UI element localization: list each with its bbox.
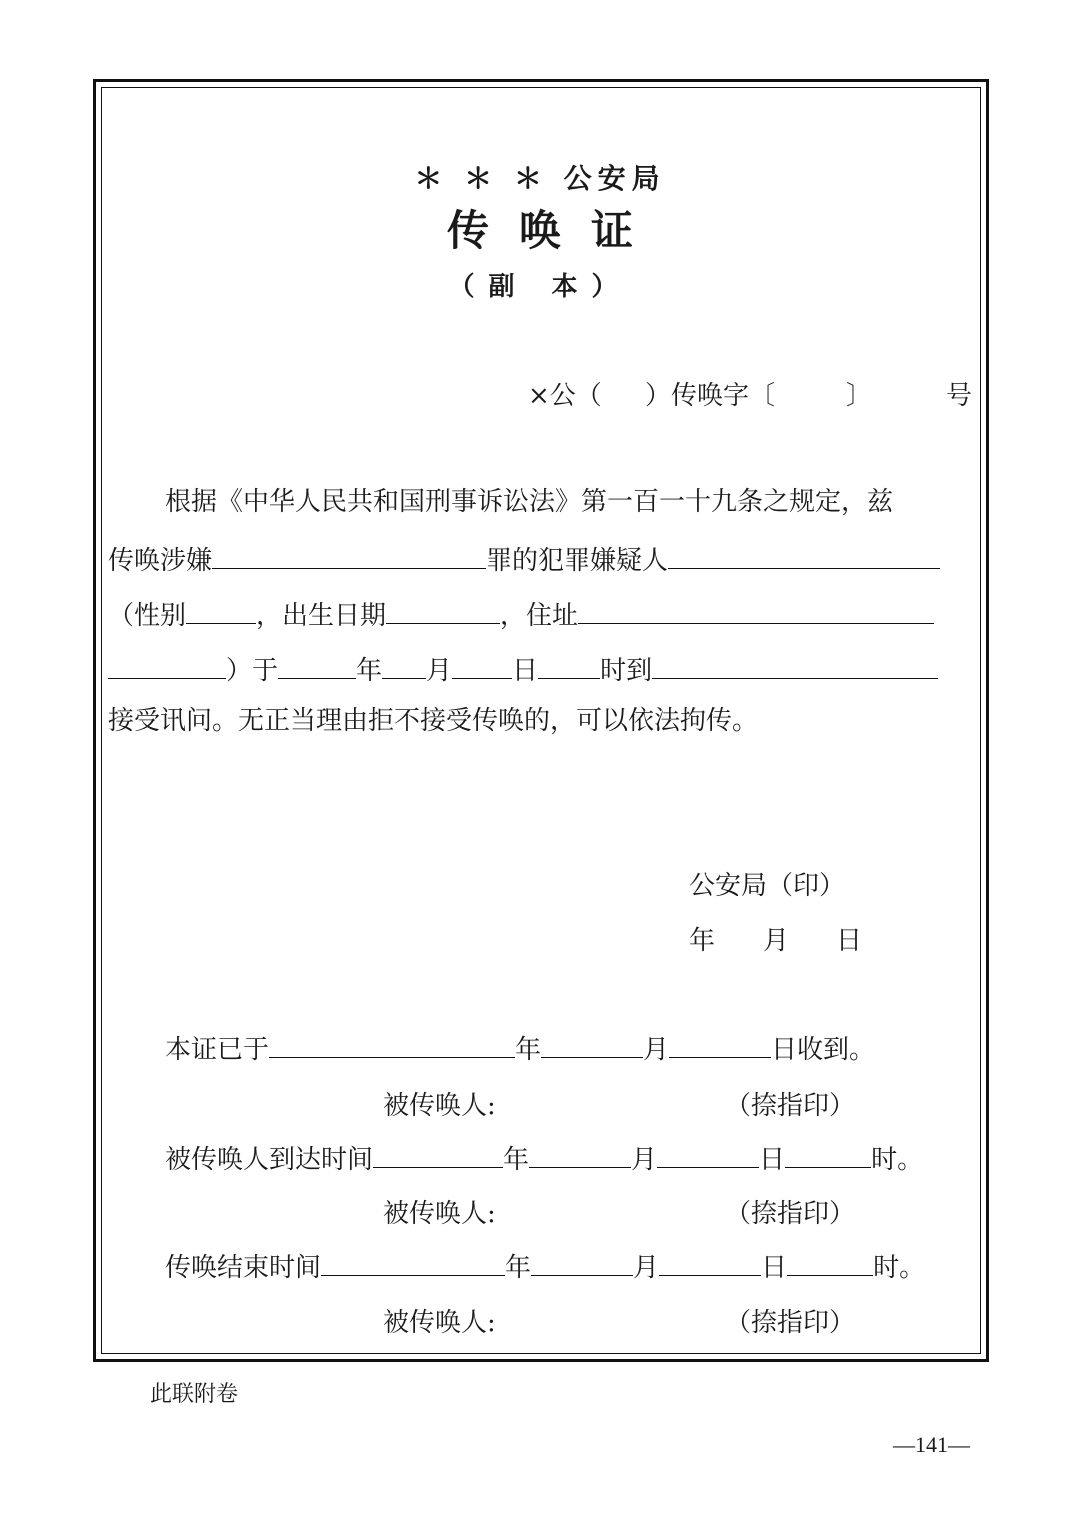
suspected-label: 传唤涉嫌 <box>108 546 213 576</box>
issuer-seal: 公安局（印） <box>689 871 846 901</box>
received-label: 本证已于 <box>165 1035 270 1065</box>
archive-note: 此联附卷 <box>150 1382 239 1407</box>
document-title: 传唤证 <box>446 206 663 255</box>
arrival-day-blank[interactable] <box>657 1137 759 1168</box>
end-day-blank[interactable] <box>659 1245 761 1276</box>
end-year-blank[interactable] <box>321 1245 505 1276</box>
end-month-label: 月 <box>633 1253 660 1283</box>
arrival-month-label: 月 <box>631 1145 658 1175</box>
address-continued-blank[interactable] <box>108 648 226 679</box>
issuer-day: 日 <box>836 926 863 956</box>
body-line-2 <box>108 538 940 578</box>
summon-year-blank[interactable] <box>278 648 356 679</box>
year-label: 年 <box>356 656 383 686</box>
arrival-line <box>165 1137 923 1177</box>
arrival-month-blank[interactable] <box>529 1137 631 1168</box>
issuer-month: 月 <box>763 926 790 956</box>
issuer-year: 年 <box>689 926 716 956</box>
arrival-hour-label: 时。 <box>871 1145 924 1175</box>
arrival-label: 被传唤人到达时间 <box>165 1145 374 1175</box>
fingerprint-2: （捺指印） <box>725 1199 856 1229</box>
end-hour-label: 时。 <box>873 1253 926 1283</box>
end-month-blank[interactable] <box>531 1245 633 1276</box>
summoned-signature-1: 被传唤人: <box>383 1091 496 1121</box>
arrival-hour-blank[interactable] <box>785 1137 871 1168</box>
end-time-label: 传唤结束时间 <box>165 1253 322 1283</box>
end-year-label: 年 <box>505 1253 532 1283</box>
received-line <box>165 1027 875 1067</box>
day-label: 日 <box>512 656 539 686</box>
end-time-line <box>165 1245 925 1285</box>
received-day-blank[interactable] <box>669 1027 771 1058</box>
hour-to-label: 时到 <box>600 656 653 686</box>
summon-hour-blank[interactable] <box>538 648 600 679</box>
doc-number-close: 〕 <box>846 381 873 411</box>
agency-heading: ＊ ＊ ＊ 公安局 <box>414 162 666 195</box>
body-line-1: 根据《中华人民共和国刑事诉讼法》第一百一十九条之规定，兹 <box>165 487 894 517</box>
summon-location-blank[interactable] <box>652 648 938 679</box>
month-label: 月 <box>426 656 453 686</box>
doc-number-suffix: 号 <box>946 381 973 411</box>
end-hour-blank[interactable] <box>787 1245 873 1276</box>
summoned-signature-3: 被传唤人: <box>383 1308 496 1338</box>
arrival-year-label: 年 <box>503 1145 530 1175</box>
page-number: —141— <box>893 1432 970 1457</box>
body-line-4 <box>108 648 938 688</box>
suspect-label: 罪的犯罪嫌疑人 <box>486 546 669 576</box>
received-end-label: 日收到。 <box>771 1035 876 1065</box>
doc-number-mid: ）传唤字〔 <box>645 381 776 411</box>
at-label: ）于 <box>226 656 279 686</box>
address-label: ，住址 <box>500 601 579 631</box>
birthdate-blank[interactable] <box>386 593 500 624</box>
gender-blank[interactable] <box>186 593 256 624</box>
received-month-blank[interactable] <box>541 1027 643 1058</box>
arrival-day-label: 日 <box>759 1145 786 1175</box>
summon-day-blank[interactable] <box>452 648 512 679</box>
received-year-label: 年 <box>515 1035 542 1065</box>
body-line-5: 接受讯问。无正当理由拒不接受传唤的，可以依法拘传。 <box>108 706 759 736</box>
end-day-label: 日 <box>761 1253 788 1283</box>
fingerprint-3: （捺指印） <box>725 1308 856 1338</box>
crime-blank[interactable] <box>212 538 486 569</box>
doc-number-prefix: ×公（ <box>528 381 602 411</box>
summon-month-blank[interactable] <box>382 648 426 679</box>
copy-subtitle: （副 本） <box>448 272 632 302</box>
gender-label: （性别 <box>108 601 187 631</box>
received-month-label: 月 <box>643 1035 670 1065</box>
birthdate-label: ，出生日期 <box>256 601 387 631</box>
address-blank[interactable] <box>578 593 934 624</box>
arrival-year-blank[interactable] <box>373 1137 503 1168</box>
body-line-3 <box>108 593 934 633</box>
received-year-blank[interactable] <box>269 1027 515 1058</box>
suspect-name-blank[interactable] <box>668 538 940 569</box>
fingerprint-1: （捺指印） <box>725 1091 856 1121</box>
summoned-signature-2: 被传唤人: <box>383 1199 496 1229</box>
